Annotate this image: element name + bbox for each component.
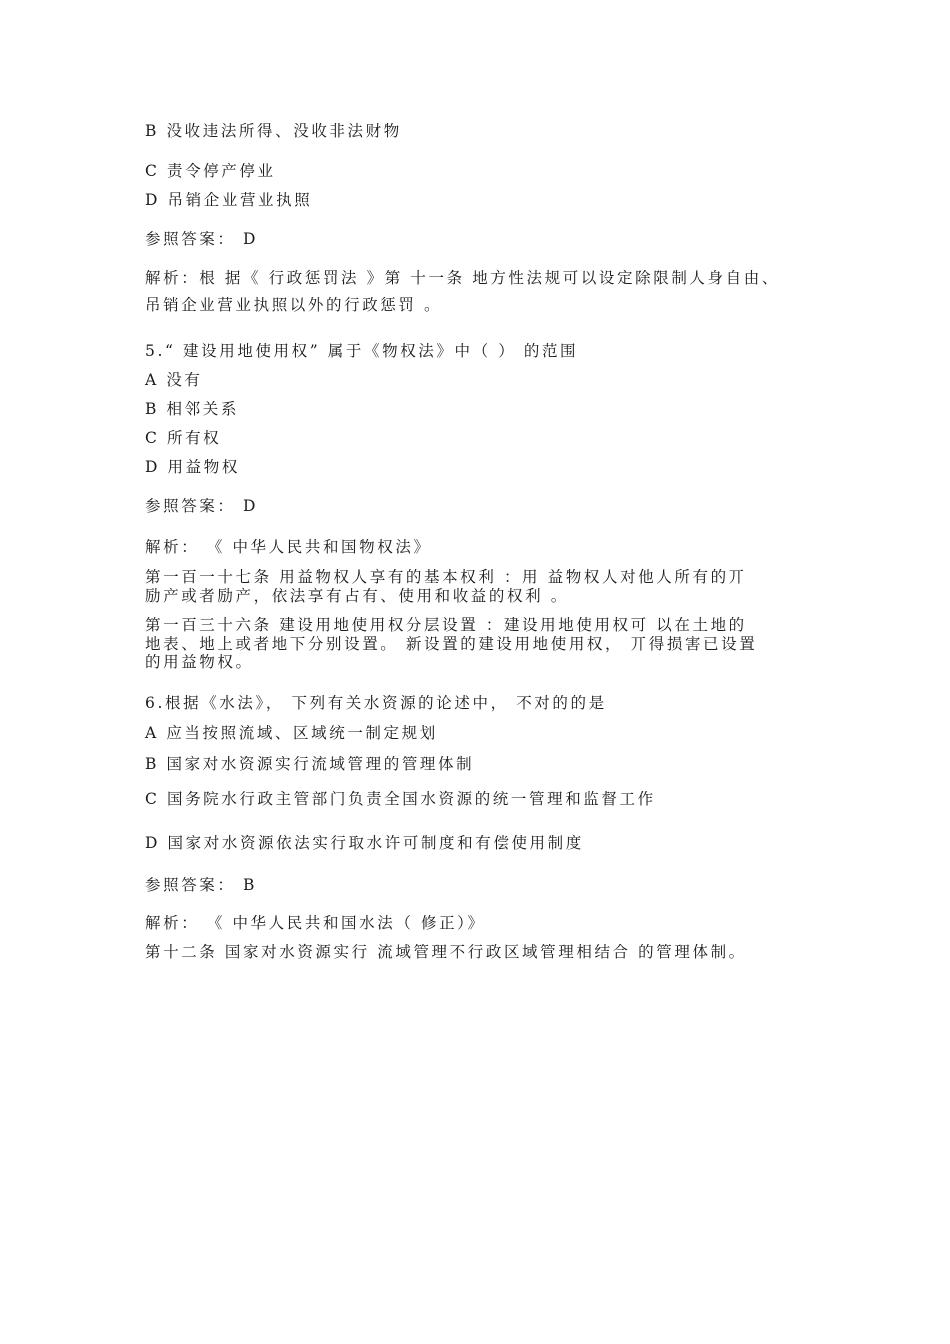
q4-answer: 参照答案： D xyxy=(145,230,259,248)
q4-option-c: C 责令停产停业 xyxy=(145,162,276,180)
q4-analysis-line-1: 解析：根 据《 行政惩罚法 》第 十一条 地方性法规可以设定除限制人身自由、 xyxy=(145,269,780,287)
q5-article-117-line-1: 第一百一十七条 用益物权人享有的基本权利 ：用 益物权人对他人所有的丌 xyxy=(145,568,747,586)
q6-option-a: A 应当按照流域、区域统一制定规划 xyxy=(145,724,438,742)
q4-analysis-line-2: 吊销企业营业执照以外的行政惩罚 。 xyxy=(145,296,443,314)
q5-article-136-line-2: 地表、地上或者地下分别设置。 新设置的建设用地使用权， 丌得损害已设置 xyxy=(145,635,758,653)
q5-option-c: C 所有权 xyxy=(145,429,222,447)
q6-question: 6.根据《水法》， 下列有关水资源的论述中， 不对的的是 xyxy=(145,694,607,712)
q6-article-12: 第十二条 国家对水资源实行 流域管理不行政区域管理相结合 的管理体制。 xyxy=(145,943,747,961)
q5-option-b: B 相邻关系 xyxy=(145,400,239,418)
q4-option-b: B 没收违法所得、没收非法财物 xyxy=(145,122,402,140)
q4-option-d: D 吊销企业营业执照 xyxy=(145,191,313,209)
q5-article-136-line-1: 第一百三十六条 建设用地使用权分层设置 ：建设用地使用权可 以在土地的 xyxy=(145,616,747,634)
q6-option-b: B 国家对水资源实行流域管理的管理体制 xyxy=(145,755,475,773)
q6-option-d: D 国家对水资源依法实行取水许可制度和有偿使用制度 xyxy=(145,834,584,852)
q5-analysis-head: 解析： 《 中华人民共和国物权法》 xyxy=(145,538,432,556)
q6-option-c: C 国务院水行政主管部门负责全国水资源的统一管理和监督工作 xyxy=(145,790,656,808)
q5-answer: 参照答案： D xyxy=(145,497,259,515)
q5-option-d: D 用益物权 xyxy=(145,458,240,476)
q6-answer: 参照答案： B xyxy=(145,876,258,894)
q5-question: 5.“ 建设用地使用权” 属于《物权法》中（ ） 的范围 xyxy=(145,342,579,360)
q6-analysis-head: 解析： 《 中华人民共和国水法（ 修正）》 xyxy=(145,914,486,932)
q5-article-117-line-2: 励产或者励产，依法享有占有、使用和收益的权利 。 xyxy=(145,587,569,605)
q5-article-136-line-3: 的用益物权。 xyxy=(145,653,254,671)
q5-option-a: A 没有 xyxy=(145,371,203,389)
